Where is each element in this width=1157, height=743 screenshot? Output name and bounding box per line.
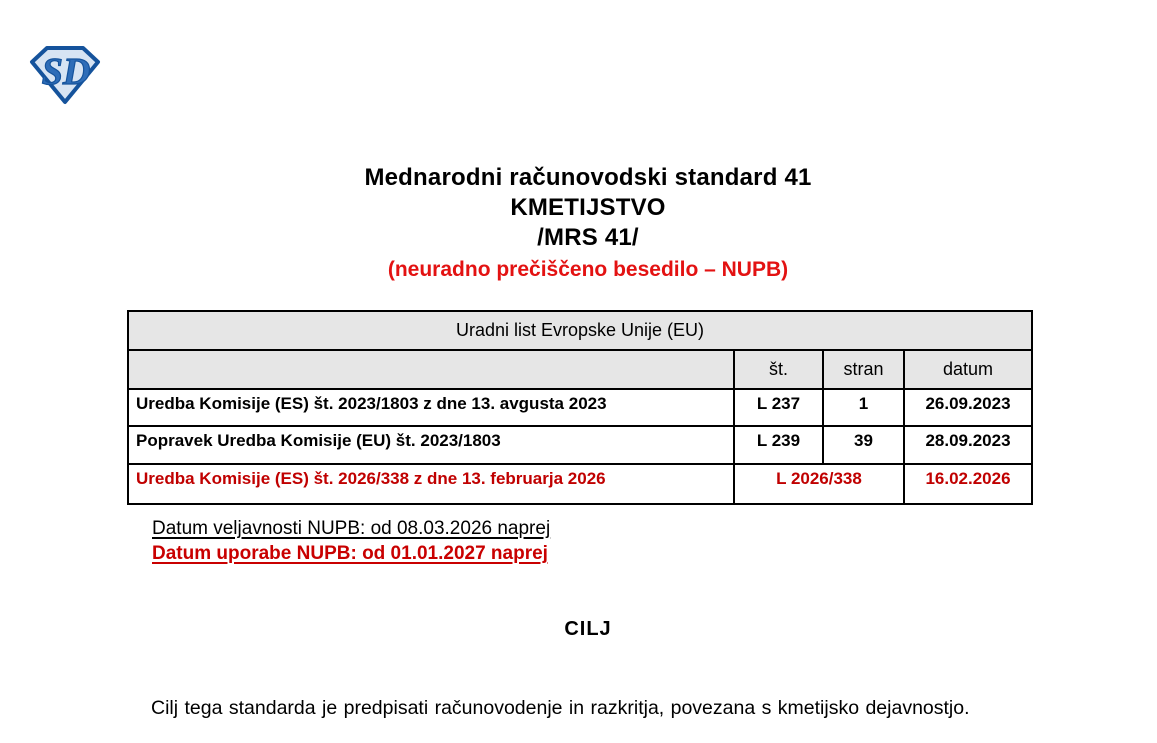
- application-date-line: Datum uporabe NUPB: od 01.01.2027 naprej: [152, 543, 548, 564]
- cell-stran: 1: [823, 389, 904, 426]
- cell-description: Uredba Komisije (ES) št. 2026/338 z dne 13. februarja 2026: [128, 464, 734, 504]
- table-caption: Uradni list Evropske Unije (EU): [128, 311, 1032, 350]
- cell-description: Popravek Uredba Komisije (EU) št. 2023/1803: [128, 426, 734, 464]
- cell-datum: 16.02.2026: [904, 464, 1032, 504]
- column-header-st: št.: [734, 350, 823, 389]
- logo-letters: SD: [41, 51, 91, 93]
- sd-shield-logo: [26, 44, 104, 106]
- section-heading-cilj: CILJ: [564, 618, 612, 640]
- table-row: [128, 389, 1032, 426]
- document-title-line3: /MRS 41/: [537, 224, 639, 251]
- sd-shield-logo-graphic: [26, 44, 104, 106]
- title-block: [136, 163, 1040, 284]
- table-caption-row: [128, 311, 1032, 350]
- cell-st: L 239: [734, 426, 823, 464]
- column-header-description: [128, 350, 734, 389]
- cell-datum: 28.09.2023: [904, 426, 1032, 464]
- column-header-datum: datum: [904, 350, 1032, 389]
- document-title-line2: KMETIJSTVO: [510, 194, 666, 221]
- cell-datum: 26.09.2023: [904, 389, 1032, 426]
- official-journal-table: [127, 310, 1033, 505]
- document-subtitle: (neuradno prečiščeno besedilo – NUPB): [387, 258, 789, 281]
- column-header-stran: stran: [823, 350, 904, 389]
- validity-date-line: Datum veljavnosti NUPB: od 08.03.2026 naprej: [152, 518, 551, 539]
- table-header-row: [128, 350, 1032, 389]
- document-title-line1: Mednarodni računovodski standard 41: [364, 164, 812, 191]
- objective-paragraph: Cilj tega standarda je predpisati računovodenje in razkritja, povezana s kmetijsko dejavnostjo.: [151, 696, 970, 719]
- cell-st-stran-merged: L 2026/338: [734, 464, 904, 504]
- cell-st: L 237: [734, 389, 823, 426]
- table-row: [128, 464, 1032, 504]
- table-row: [128, 426, 1032, 464]
- nupb-dates-block: [152, 516, 550, 566]
- cell-description: Uredba Komisije (ES) št. 2023/1803 z dne 13. avgusta 2023: [128, 389, 734, 426]
- cell-stran: 39: [823, 426, 904, 464]
